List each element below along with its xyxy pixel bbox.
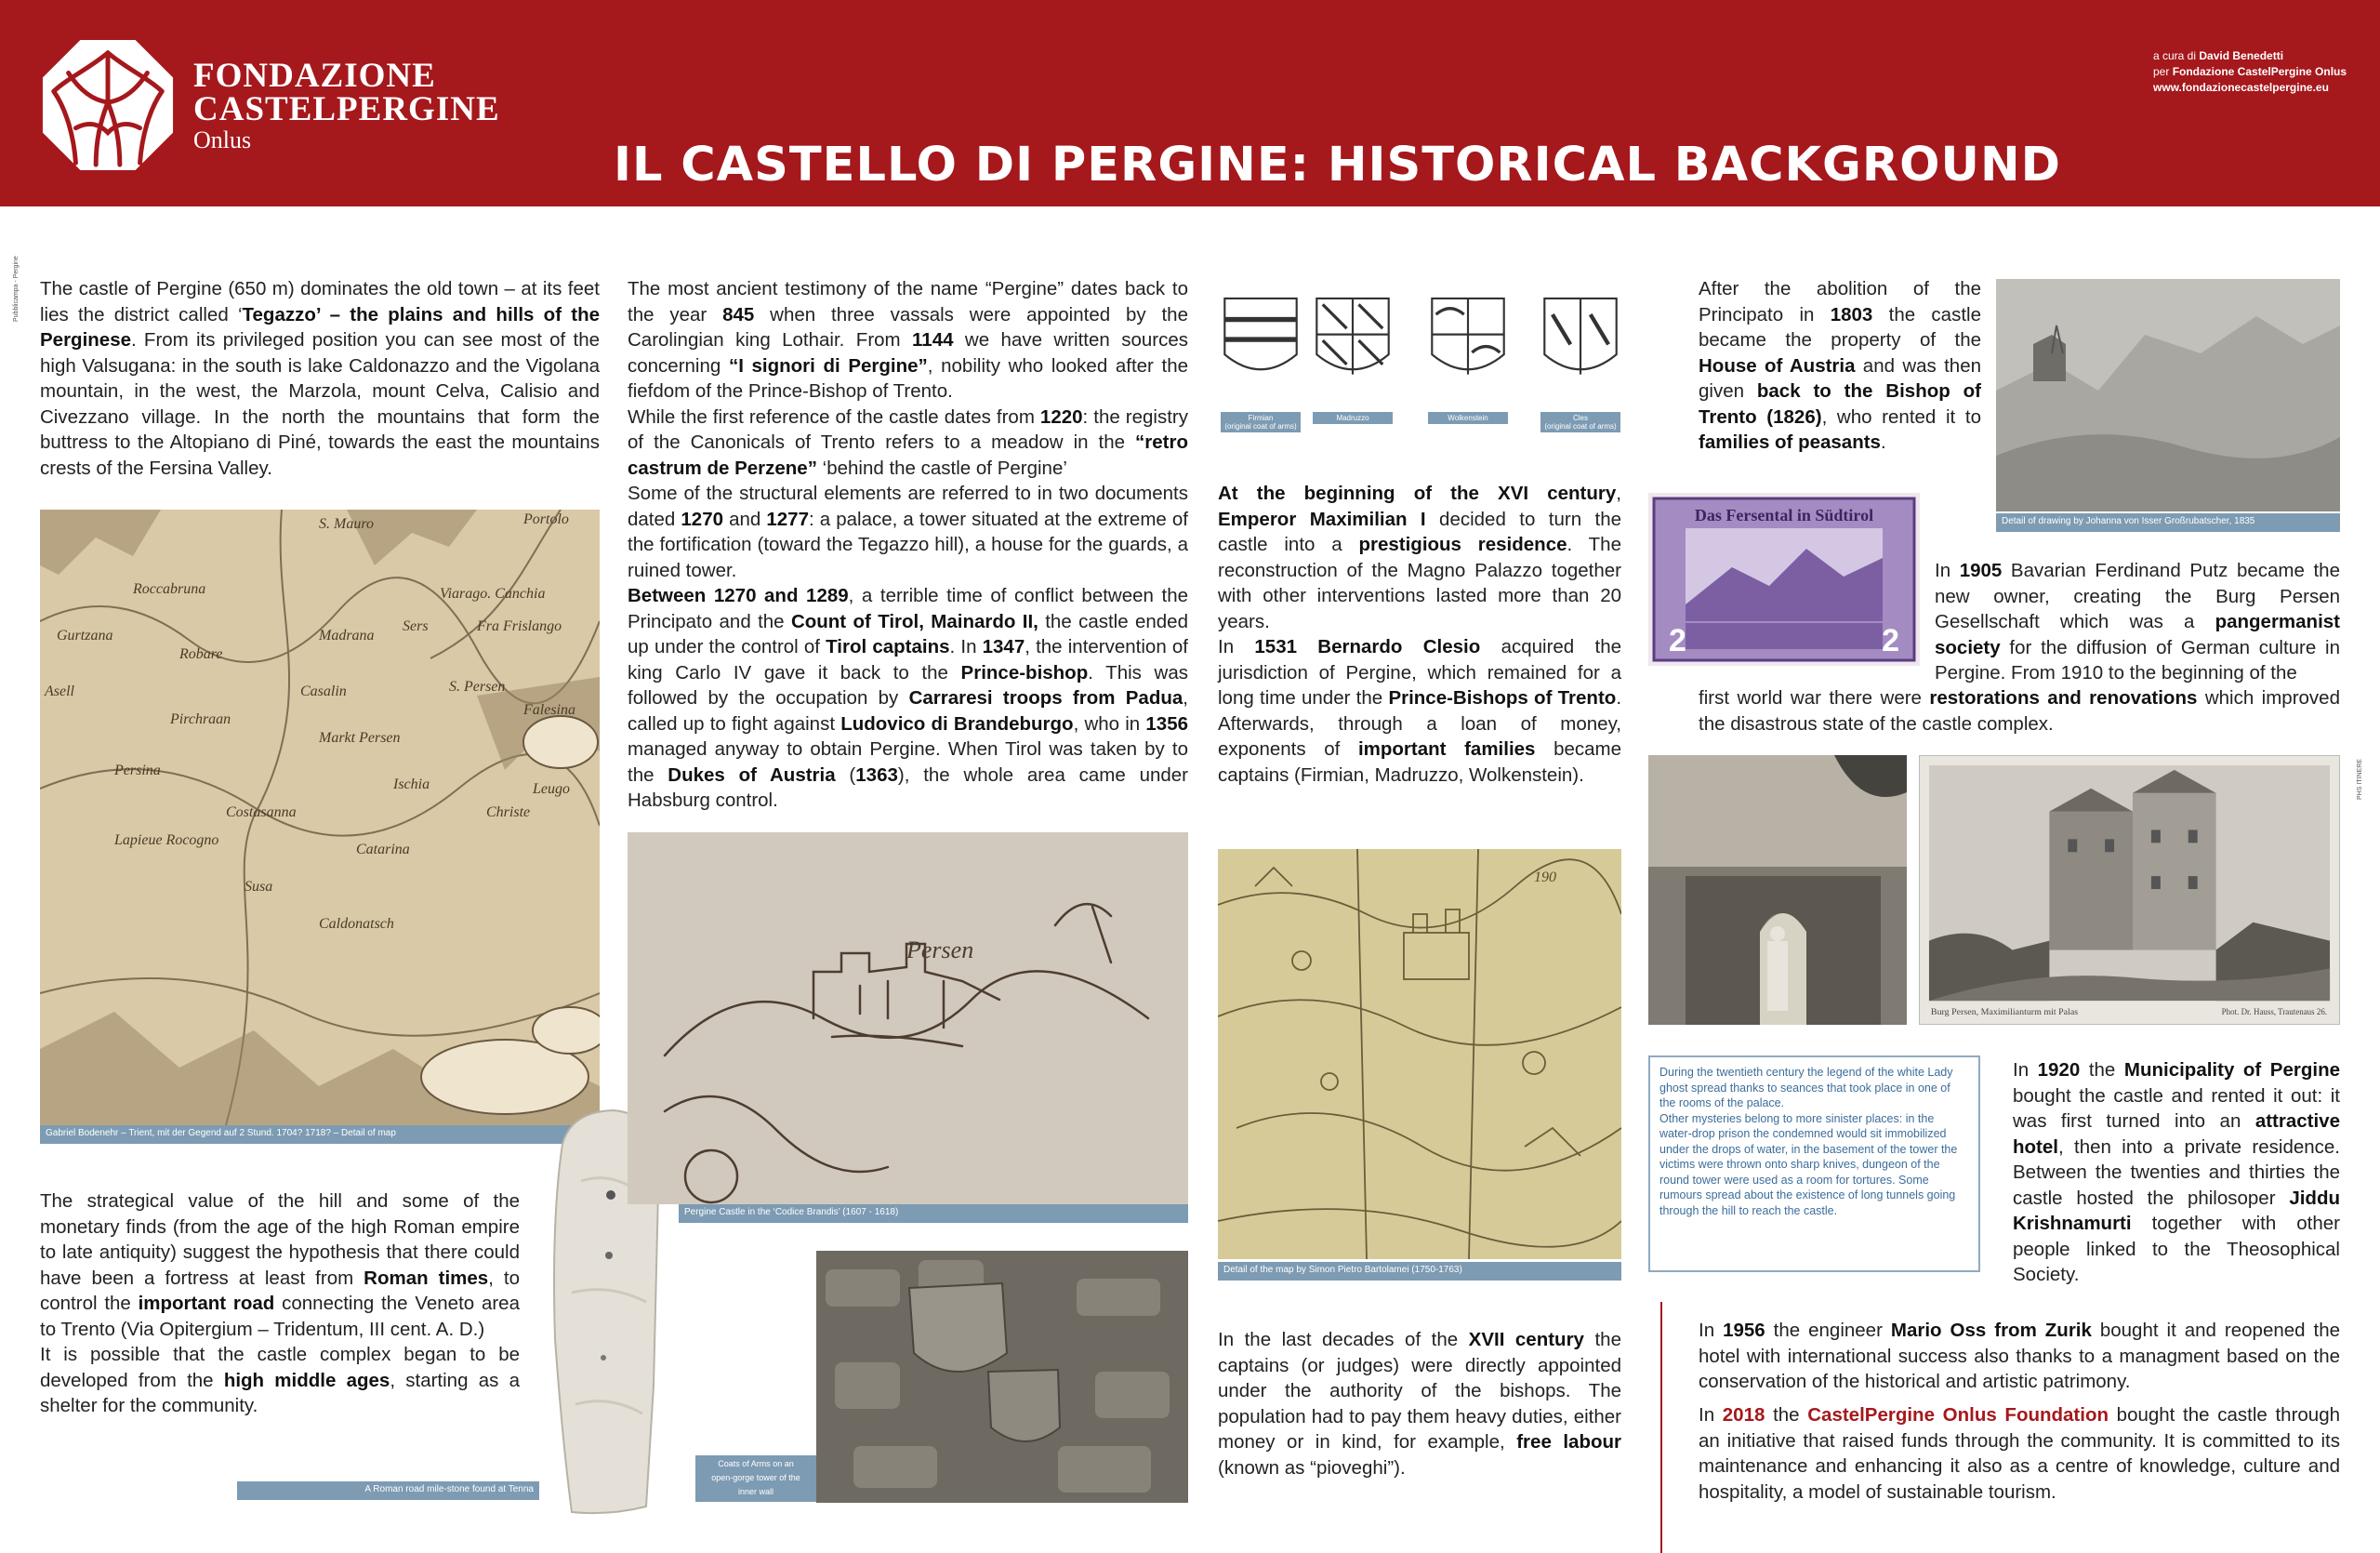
coat-of-arms-name: Wolkenstein xyxy=(1448,414,1488,422)
credit-name: Fondazione CastelPergine Onlus xyxy=(2172,65,2347,78)
text-run: the xyxy=(2080,1059,2124,1081)
map-place-label: Viarago. Canchia xyxy=(440,586,546,602)
text-run: free labour xyxy=(1516,1431,1621,1453)
text-run: Jiddu Krishnamurti xyxy=(2013,1187,2340,1234)
paragraph xyxy=(628,481,1188,583)
text-run: restorations and renovations xyxy=(1929,687,2198,709)
text-run: 1270 xyxy=(681,508,723,530)
map-place-label: Sers xyxy=(403,618,429,634)
codex-caption: Pergine Castle in the ‘Codice Brandis’ (1607 - 1618) xyxy=(679,1204,1188,1223)
col1-paragraph-intro xyxy=(40,276,600,481)
codex-brandis-image xyxy=(628,832,1188,1204)
text-run: 1920 xyxy=(2037,1059,2081,1081)
text-run: Ludovico di Brandeburgo xyxy=(840,712,1074,735)
col1-paragraph-roman xyxy=(40,1188,520,1419)
header-band xyxy=(0,0,2380,206)
text-run: first world war there were xyxy=(1699,687,1930,709)
col4-paragraph-2018 xyxy=(1699,1402,2340,1505)
map-place-label: Madrana xyxy=(319,628,375,644)
postcard-credit: Phot. Dr. Hauss, Trautenaus 26. xyxy=(2221,1007,2328,1017)
foundation-name xyxy=(193,57,500,154)
text-run: Prince-bishop xyxy=(960,661,1089,684)
text-run: XVII century xyxy=(1468,1329,1584,1350)
coat-of-arms-icon xyxy=(1313,293,1393,395)
map-place-label: Costasanna xyxy=(226,804,297,820)
text-run: Tegazzo’ – the plains and hills of the Perginese xyxy=(40,303,600,351)
text-run: 1531 Bernardo Clesio xyxy=(1254,636,1481,657)
coat-of-arms-icon xyxy=(1221,293,1301,395)
engraved-map-svg xyxy=(40,510,600,1125)
text-run: In the last decades of the xyxy=(1218,1329,1469,1350)
text-run: Bavarian Ferdinand Putz became the new owner, creating the Burg Persen Gesellschaft which was a xyxy=(1935,560,2340,632)
text-run: Prince-Bishops of Trento xyxy=(1388,687,1617,709)
text-run: Count of Tirol, Mainardo II, xyxy=(790,610,1038,632)
postcard-svg xyxy=(1920,756,2339,1024)
coat-of-arms-name: Firmian xyxy=(1248,414,1274,422)
col2-paragraphs xyxy=(628,276,1188,814)
text-run: became captains (Firmian, Madruzzo, Wolkenstein). xyxy=(1218,738,1622,786)
col4-paragraph-1920 xyxy=(2013,1057,2340,1288)
text-run: bought the castle through an initiative that raised funds through the community. It is committed to its maintenance and enhancing it also as a centre of knowledge, culture and hospitality, a model of sustainable tourism. xyxy=(1699,1404,2340,1503)
paragraph xyxy=(1218,481,1621,634)
coat-of-arms-caption xyxy=(1428,412,1508,424)
text-run: and was then given xyxy=(1699,354,1981,402)
text-run: 1956 xyxy=(1723,1320,1765,1341)
postcard-caption: Burg Persen, Maximilianturm mit Palas xyxy=(1930,1007,2079,1018)
coat-of-arms-note: (original coat of arms) xyxy=(1544,422,1617,431)
coat-of-arms-name: Cles xyxy=(1572,414,1588,422)
text-run: In xyxy=(1935,560,1960,581)
text-run: , xyxy=(1616,483,1621,504)
bartolamei-map-svg xyxy=(1218,849,1621,1259)
gate-photo-svg xyxy=(1648,755,1907,1025)
map-place-label: Ischia xyxy=(393,776,430,792)
text-run: At the beginning of the XVI century xyxy=(1218,483,1617,504)
credit-prefix: a cura di xyxy=(2153,49,2200,62)
text-run: pangermanist society xyxy=(1935,611,2340,658)
coat-caption-line2: open-gorge tower of the xyxy=(711,1473,800,1482)
text-run: , to control the xyxy=(40,1267,520,1314)
map-place-label: Casalin xyxy=(300,684,347,699)
map-place-label: S. Mauro xyxy=(319,516,374,532)
map-place-label: Christe xyxy=(486,804,531,820)
col3-paragraph-xvii xyxy=(1218,1327,1621,1480)
map-place-label: Asell xyxy=(45,684,74,699)
text-run: ‘behind the castle of Pergine’ xyxy=(816,457,1067,479)
map-place-label: Roccabruna xyxy=(133,581,206,597)
text-run: . This was followed by the occupation by xyxy=(628,661,1188,709)
paragraph xyxy=(628,583,1188,814)
svg-text:Persen: Persen xyxy=(906,936,974,963)
text-run: , then into a private residence. Between the twenties and thirties the castle hosted the philosoper xyxy=(2013,1135,2340,1209)
text-run: Municipality of Pergine xyxy=(2123,1059,2341,1081)
stamp-value-right: 2 xyxy=(1882,623,1899,658)
map-place-label: Caldonatsch xyxy=(319,916,394,932)
foundation-logo-icon xyxy=(39,35,177,175)
paragraph xyxy=(1218,1327,1621,1480)
text-run: It is possible that the castle complex began to be developed from the xyxy=(40,1344,520,1391)
text-run: ), the whole area came under Habsburg control. xyxy=(628,763,1189,811)
org-line-2: CASTELPERGINE xyxy=(193,90,500,128)
text-run: 1144 xyxy=(912,329,954,351)
text-run: “retro castrum de Perzene” xyxy=(628,431,1188,479)
col4-paragraph-restorations xyxy=(1699,685,2340,737)
text-run: connecting the Veneto area to Trento (Via Opitergium – Tridentum, III cent. A. D.) xyxy=(40,1293,520,1340)
text-run: Some of the structural elements are referred to in two documents dated xyxy=(628,483,1188,530)
paragraph xyxy=(1699,1318,2340,1395)
isser-drawing-svg xyxy=(1996,279,2340,511)
text-run: for the diffusion of German culture in Pergine. From 1910 to the beginning of the xyxy=(1935,636,2340,684)
coat-of-arms-caption xyxy=(1221,412,1301,432)
bartolamei-map-image xyxy=(1218,849,1621,1259)
stamp-value-left: 2 xyxy=(1669,623,1686,658)
paragraph xyxy=(1699,685,2340,737)
paragraph xyxy=(1218,634,1621,788)
text-run: back to the Bishop of Trento (1826) xyxy=(1699,380,1981,428)
stone-wall-svg xyxy=(816,1251,1188,1503)
text-run: , starting as a shelter for the community. xyxy=(40,1369,520,1416)
text-run: 1277 xyxy=(766,508,809,530)
text-run: House of Austria xyxy=(1699,354,1856,377)
col3-paragraphs xyxy=(1218,481,1621,788)
svg-text:190: 190 xyxy=(1534,869,1556,885)
map-place-label: Robare xyxy=(179,646,223,662)
credits xyxy=(2153,48,2347,96)
text-run: 1220 xyxy=(1039,405,1083,428)
paragraph xyxy=(628,276,1188,405)
coat-of-arms-icon xyxy=(1540,293,1620,395)
map-caption: Gabriel Bodenehr – Trient, mit der Gegend auf 2 Stund. 1704? 1718? – Detail of map xyxy=(40,1125,600,1144)
text-run: 1356 xyxy=(1145,712,1188,735)
credit-line xyxy=(2153,80,2347,96)
text-run: In xyxy=(1218,636,1255,657)
codex-sketch-svg xyxy=(628,832,1188,1204)
text-run: high middle ages xyxy=(223,1369,390,1391)
text-run: In xyxy=(1699,1320,1724,1341)
text-run: acquired the jurisdiction of Pergine, which remained for a long time under the xyxy=(1218,636,1621,709)
map-place-label: Catarina xyxy=(356,842,410,857)
bartolamei-caption: Detail of the map by Simon Pietro Bartolamei (1750-1763) xyxy=(1218,1262,1621,1281)
credit-name: www.fondazionecastelpergine.eu xyxy=(2153,81,2329,94)
paragraph xyxy=(1699,276,1981,456)
col4-paragraph-austria xyxy=(1699,276,1981,456)
text-run: Emperor Maximilian I xyxy=(1218,508,1426,530)
text-run: ( xyxy=(835,763,856,786)
text-run: the engineer xyxy=(1765,1320,1891,1341)
text-run: , a terrible time of conflict between the Principato and the xyxy=(628,585,1188,632)
credit-line xyxy=(2153,64,2347,80)
text-run: Tirol captains xyxy=(826,636,950,657)
text-run: Carraresi troops from Padua xyxy=(908,687,1183,709)
legends-box xyxy=(1648,1055,1980,1272)
side-label-right: PHS ITINERE xyxy=(2357,759,2363,800)
paragraph xyxy=(1699,1402,2340,1505)
stamp-title: Das Fersental in Südtirol xyxy=(1694,506,1874,524)
text-run: the captains (or judges) were directly appointed under the authority of the bishops. The population had to pay them heavy duties, either money or in kind, for example, xyxy=(1218,1329,1621,1453)
text-run: important families xyxy=(1357,738,1536,760)
map-place-label: Persina xyxy=(114,763,161,778)
text-run: : a palace, a tower situated at the extreme of the fortification (toward the Tegazzo hill), a house for the guards, a ruined tower. xyxy=(628,508,1188,581)
text-run: 1803 xyxy=(1830,303,1873,325)
text-run: we have written sources concerning xyxy=(628,329,1188,377)
map-place-label: Lapieue Rocogno xyxy=(114,832,219,848)
col4-paragraph-1956 xyxy=(1699,1318,2340,1395)
coat-of-arms-note: (original coat of arms) xyxy=(1224,422,1297,431)
text-run: managed anyway to obtain Pergine. When Tirol was taken by to the xyxy=(628,738,1188,786)
text-run: important road xyxy=(138,1293,275,1314)
paragraph xyxy=(40,1188,520,1342)
coat-of-arms-caption xyxy=(1540,412,1620,432)
text-run: Mario Oss from Zurik xyxy=(1890,1320,2092,1341)
text-run: (known as “pioveghi”). xyxy=(1218,1456,1406,1479)
text-run: In xyxy=(1699,1404,1723,1426)
text-run: “I signori di Pergine” xyxy=(728,354,928,377)
credit-prefix: per xyxy=(2153,65,2173,78)
text-run: prestigious residence xyxy=(1358,534,1567,555)
isser-drawing-image xyxy=(1996,279,2340,511)
text-run: 1905 xyxy=(1959,560,2003,581)
paragraph xyxy=(2013,1057,2340,1288)
map-place-label: S. Persen xyxy=(449,679,506,695)
milestone-caption: A Roman road mile-stone found at Tenna xyxy=(237,1481,539,1500)
text-run: Roman times xyxy=(364,1267,489,1289)
text-run: attractive hotel xyxy=(2013,1110,2340,1158)
coat-of-arms-icon xyxy=(1428,293,1508,395)
bodenehr-map-image xyxy=(40,510,600,1125)
text-run: , who rented it to xyxy=(1821,405,1981,428)
text-run: , nobility who looked after the fiefdom of the Prince-Bishop of Trento. xyxy=(628,354,1189,402)
paragraph xyxy=(40,276,600,481)
castle-gate-photo xyxy=(1648,755,1907,1025)
text-run: 845 xyxy=(722,303,755,325)
fersental-stamp-image xyxy=(1648,493,1920,666)
text-run: The most ancient testimony of the name “Pergine” dates back to the year xyxy=(628,278,1188,325)
map-place-label: Falesina xyxy=(523,702,575,718)
map-place-label: Markt Persen xyxy=(319,730,401,746)
map-place-label: Leugo xyxy=(533,781,570,797)
stamp-svg xyxy=(1648,493,1920,666)
isser-caption: Detail of drawing by Johanna von Isser Großrubatscher, 1835 xyxy=(1996,513,2340,532)
text-run: bought it and reopened the hotel with international success also thanks to a managment based on the conservation of the historical and artistic patrimony. xyxy=(1699,1320,2341,1392)
coat-of-arms-caption xyxy=(1313,412,1393,424)
page-title: IL CASTELLO DI PERGINE: HISTORICAL BACKGROUND xyxy=(614,138,2061,192)
credit-name: David Benedetti xyxy=(2199,49,2284,62)
legends-white-lady: During the twentieth century the legend of the white Lady ghost spread thanks to seances that took place in one of the rooms of the palace. xyxy=(1659,1066,1953,1109)
text-run: decided to turn the castle into a xyxy=(1218,508,1622,555)
text-run: . Afterwards, through a loan of money, exponents of xyxy=(1218,687,1622,760)
map-place-label: Pirchraan xyxy=(170,711,231,727)
text-run: bought the castle and rented it out: it was first turned into an xyxy=(2013,1084,2340,1132)
map-place-label: Gurtzana xyxy=(57,628,113,644)
org-line-3: Onlus xyxy=(193,126,252,153)
text-run: 2018 xyxy=(1722,1404,1765,1426)
paragraph xyxy=(1935,558,2340,686)
text-run: Dukes of Austria xyxy=(668,763,836,786)
text-run: The castle of Pergine (650 m) dominates the old town – at its feet lies the district called ‘ xyxy=(40,278,600,325)
text-run: After the abolition of the Principato in xyxy=(1699,278,1981,325)
coat-caption-line1: Coats of Arms on an xyxy=(718,1459,794,1468)
coat-of-arms-wall-image xyxy=(816,1251,1188,1503)
text-run: 1347 xyxy=(982,636,1025,657)
red-divider-line xyxy=(1660,1302,1662,1553)
paragraph xyxy=(628,405,1188,482)
text-run: CastelPergine Onlus Foundation xyxy=(1807,1404,2109,1426)
text-run: . In xyxy=(949,636,983,657)
text-run: , called up to fight against xyxy=(628,687,1188,735)
legends-mysteries: Other mysteries belong to more sinister places: in the water-drop prison the condemned would sit immobilized under the drops of water, in the basement of the tower the victims were thrown onto sharp knives, dungeon of the round tower were used as a room for tortures. Some rumours spread about the existence of long tunnels going through the hill to reach the castle. xyxy=(1659,1111,1958,1217)
text-run: . From its privileged position you can see most of the high Valsugana: in the south is lake Caldonazzo and the Vigolana mountain, in the west, the Marzola, mount Celva, Calisio and Civezzano village. In the north the mountains that form the buttress to the Altopiano di Piné, towards the east the mountains crests of the Fersina Valley. xyxy=(40,329,600,479)
coat-caption xyxy=(695,1455,816,1502)
text-run: While the first reference of the castle dates from xyxy=(628,405,1040,428)
text-run: 1363 xyxy=(855,763,898,786)
text-run: . xyxy=(1880,431,1886,453)
paragraph xyxy=(40,1342,520,1419)
text-run: when three vassals were appointed by the Carolingian king Lothair. From xyxy=(628,303,1188,351)
text-run: together with other people linked to the Theosophical Society. xyxy=(2013,1213,2340,1285)
text-run: In xyxy=(2013,1059,2038,1081)
text-run: the xyxy=(1765,1404,1808,1426)
text-run: Between 1270 and 1289 xyxy=(628,585,849,606)
credit-line xyxy=(2153,48,2347,64)
text-run: the castle became the property of the xyxy=(1699,303,1981,351)
text-run: , the intervention of king Carlo IV gave it back to the xyxy=(628,636,1188,684)
text-run: The strategical value of the hill and some of the monetary finds (from the age of the high Roman empire to late antiquity) suggest the hypothesis that there could have been a fortress at least from xyxy=(40,1190,520,1289)
coat-caption-line3: inner wall xyxy=(737,1487,774,1496)
text-run: . The reconstruction of the Magno Palazzo together with other interventions lasted more than 20 years. xyxy=(1218,534,1621,632)
text-run: the castle ended up under the control of xyxy=(628,610,1188,657)
text-run: which improved the disastrous state of the castle complex. xyxy=(1699,687,2340,735)
burg-persen-postcard xyxy=(1919,755,2340,1025)
map-place-label: Susa xyxy=(245,879,273,895)
coat-of-arms-name: Madruzzo xyxy=(1336,414,1369,422)
col4-paragraph-1905 xyxy=(1935,558,2340,686)
text-run: families of peasants xyxy=(1699,431,1881,453)
map-place-label: Portolo xyxy=(523,511,569,527)
text-run: , who in xyxy=(1073,712,1146,735)
map-place-label: Fra Frislango xyxy=(477,618,562,634)
org-line-1: FONDAZIONE xyxy=(193,57,436,95)
text-run: and xyxy=(723,508,767,530)
side-label-left: Pubblicampa - Pergine xyxy=(13,256,20,322)
text-run: : the registry of the Canonicals of Trento refers to a meadow in the xyxy=(628,405,1188,453)
